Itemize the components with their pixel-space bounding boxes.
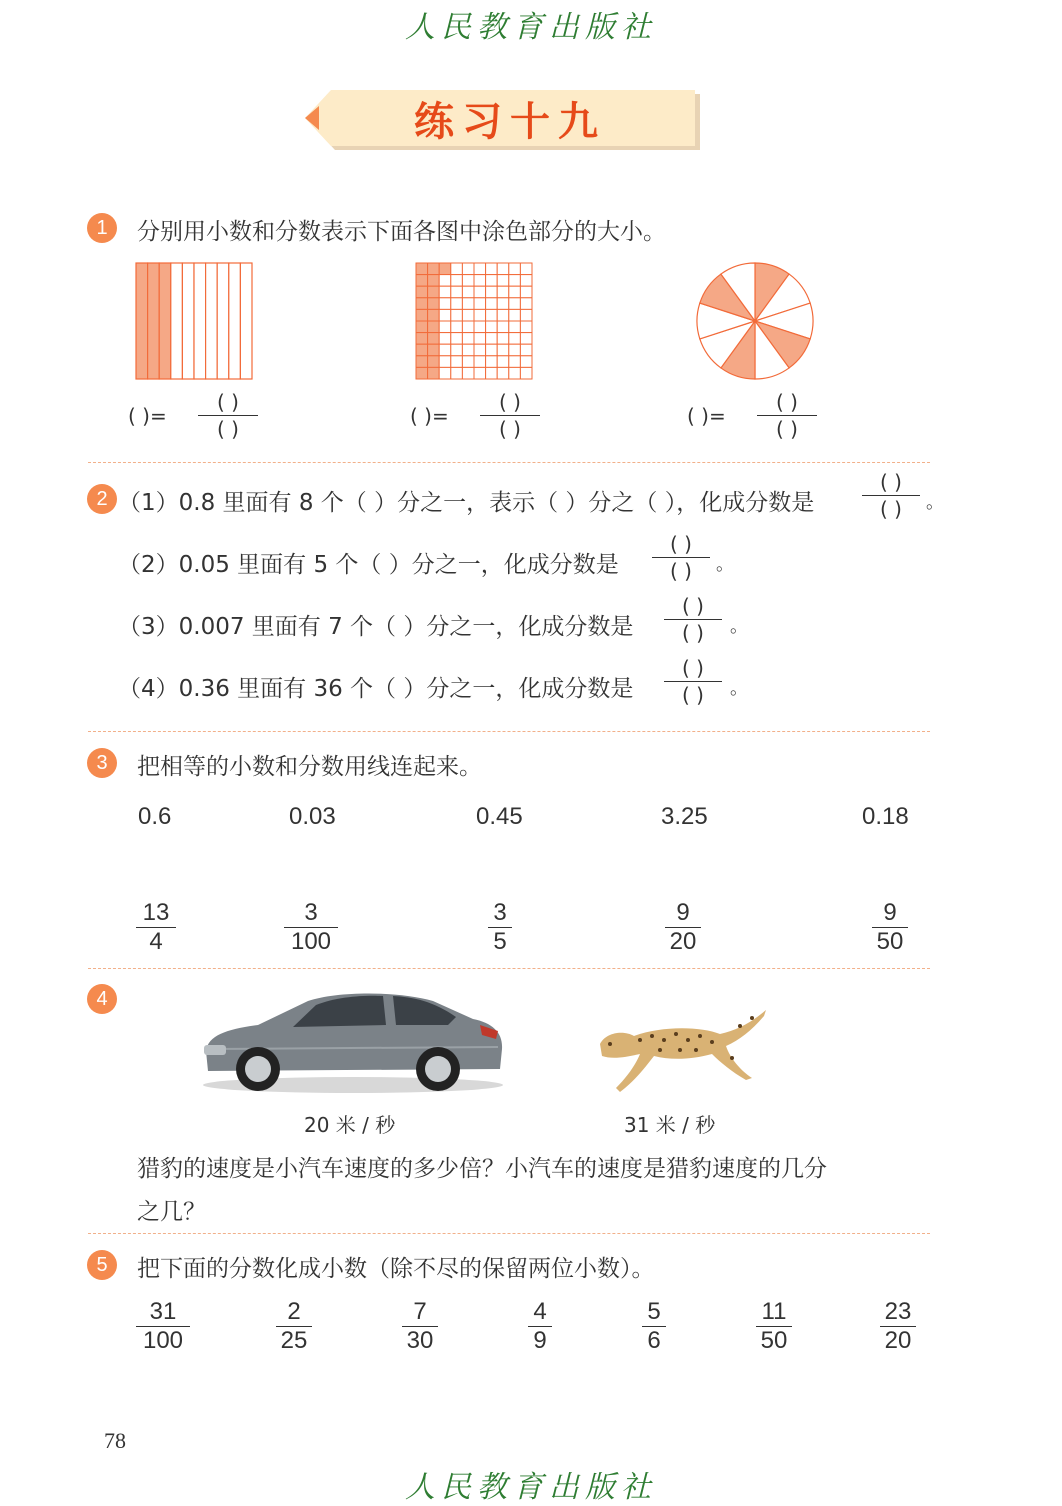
q3-decimal: 0.45 bbox=[476, 803, 523, 830]
q2-item-3-fraction: ( ) ( ) bbox=[664, 593, 722, 646]
shaded-cell bbox=[416, 298, 428, 310]
q5-fraction: 2 25 bbox=[276, 1298, 312, 1355]
strip bbox=[217, 263, 229, 379]
shaded-cell bbox=[428, 333, 440, 345]
cell bbox=[486, 286, 498, 298]
cell bbox=[439, 333, 451, 345]
cell bbox=[520, 275, 532, 287]
divider bbox=[88, 968, 930, 969]
cell bbox=[486, 263, 498, 275]
cell bbox=[497, 298, 509, 310]
q3-decimal: 3.25 bbox=[661, 803, 708, 830]
cell bbox=[451, 333, 463, 345]
q2-item-1-fraction: ( ) ( ) bbox=[862, 469, 920, 522]
q4-question-line-2: 之几？ bbox=[137, 1199, 206, 1225]
cell bbox=[497, 263, 509, 275]
q2-item-4: （4）0.36 里面有 36 个（ ）分之一，化成分数是 bbox=[118, 676, 634, 702]
cell bbox=[486, 298, 498, 310]
shaded-cell bbox=[428, 275, 440, 287]
q3-decimal: 0.6 bbox=[138, 803, 172, 830]
cell bbox=[462, 333, 474, 345]
cell bbox=[439, 298, 451, 310]
divider bbox=[88, 1233, 930, 1234]
cell bbox=[451, 263, 463, 275]
shaded-cell bbox=[416, 321, 428, 333]
shaded-cell bbox=[416, 356, 428, 368]
question-number-1: 1 bbox=[87, 213, 117, 243]
q3-fraction: 13 4 bbox=[136, 899, 176, 956]
strip bbox=[194, 263, 206, 379]
car-speed-label: 20 米 / 秒 bbox=[304, 1113, 396, 1137]
cell bbox=[497, 286, 509, 298]
cell bbox=[509, 298, 521, 310]
q1-answer-1-fraction: ( ) ( ) bbox=[198, 389, 258, 442]
shaded-cell bbox=[428, 367, 440, 379]
cell bbox=[497, 321, 509, 333]
q1-figure-grid bbox=[414, 261, 536, 381]
cell bbox=[462, 367, 474, 379]
q3-fraction: 9 50 bbox=[872, 899, 908, 956]
cell bbox=[509, 321, 521, 333]
cell bbox=[520, 356, 532, 368]
q2-item-3-end: 。 bbox=[730, 616, 748, 637]
q1-figure-circle bbox=[693, 259, 817, 383]
q5-fraction: 5 6 bbox=[642, 1298, 666, 1355]
cell bbox=[486, 309, 498, 321]
shaded-cell bbox=[428, 263, 440, 275]
cell bbox=[520, 298, 532, 310]
q2-item-2-end: 。 bbox=[716, 554, 734, 575]
cell bbox=[474, 367, 486, 379]
cell bbox=[451, 286, 463, 298]
divider bbox=[88, 462, 930, 463]
cell bbox=[486, 333, 498, 345]
cell bbox=[486, 321, 498, 333]
q5-fraction: 11 50 bbox=[756, 1298, 792, 1355]
cell bbox=[509, 333, 521, 345]
cell bbox=[509, 275, 521, 287]
cell bbox=[439, 367, 451, 379]
cell bbox=[462, 321, 474, 333]
shaded-cell bbox=[416, 309, 428, 321]
q1-answer-1-decimal: ( )= bbox=[128, 404, 167, 428]
q1-figure-strips bbox=[134, 261, 256, 381]
cell bbox=[509, 344, 521, 356]
cell bbox=[520, 344, 532, 356]
cell bbox=[451, 344, 463, 356]
publisher-logo-top: 人民教育出版社 bbox=[405, 10, 657, 45]
cell bbox=[439, 344, 451, 356]
cell bbox=[451, 321, 463, 333]
shaded-cell bbox=[416, 286, 428, 298]
q3-decimal: 0.18 bbox=[862, 803, 909, 830]
cell bbox=[451, 275, 463, 287]
cell bbox=[497, 333, 509, 345]
cell bbox=[486, 275, 498, 287]
cell bbox=[509, 286, 521, 298]
q5-fraction: 31 100 bbox=[136, 1298, 190, 1355]
cell bbox=[462, 298, 474, 310]
cell bbox=[497, 356, 509, 368]
cell bbox=[462, 275, 474, 287]
q4-question-line-1: 猎豹的速度是小汽车速度的多少倍？小汽车的速度是猎豹速度的几分 bbox=[137, 1156, 827, 1182]
shaded-cell bbox=[428, 298, 440, 310]
strip bbox=[229, 263, 241, 379]
shaded-cell bbox=[416, 344, 428, 356]
cell bbox=[486, 356, 498, 368]
cell bbox=[451, 367, 463, 379]
cell bbox=[520, 263, 532, 275]
page-number: 78 bbox=[104, 1428, 126, 1453]
cell bbox=[451, 309, 463, 321]
cell bbox=[509, 356, 521, 368]
q1-answer-3-fraction: ( ) ( ) bbox=[757, 389, 817, 442]
cell bbox=[474, 344, 486, 356]
cell bbox=[486, 344, 498, 356]
q2-item-4-end: 。 bbox=[730, 678, 748, 699]
cell bbox=[474, 298, 486, 310]
cell bbox=[520, 321, 532, 333]
strip bbox=[182, 263, 194, 379]
cell bbox=[497, 344, 509, 356]
cell bbox=[451, 356, 463, 368]
shaded-strip bbox=[159, 263, 171, 379]
divider bbox=[88, 731, 930, 732]
cell bbox=[439, 275, 451, 287]
strip bbox=[171, 263, 183, 379]
q2-item-1: （1）0.8 里面有 8 个（ ）分之一，表示（ ）分之（ ），化成分数是 bbox=[118, 490, 815, 516]
cell bbox=[520, 286, 532, 298]
cell bbox=[462, 286, 474, 298]
q2-item-3: （3）0.007 里面有 7 个（ ）分之一，化成分数是 bbox=[118, 614, 634, 640]
cell bbox=[520, 333, 532, 345]
cell bbox=[474, 321, 486, 333]
cell bbox=[474, 275, 486, 287]
cell bbox=[462, 344, 474, 356]
cell bbox=[462, 263, 474, 275]
q3-fraction: 3 100 bbox=[284, 899, 338, 956]
question-number-2: 2 bbox=[87, 484, 117, 514]
shaded-cell bbox=[416, 367, 428, 379]
cell bbox=[486, 367, 498, 379]
cell bbox=[439, 321, 451, 333]
cheetah-image bbox=[590, 1000, 770, 1096]
shaded-cell bbox=[428, 286, 440, 298]
cell bbox=[497, 275, 509, 287]
cell bbox=[509, 309, 521, 321]
shaded-strip bbox=[148, 263, 160, 379]
cell bbox=[509, 367, 521, 379]
q3-decimal: 0.03 bbox=[289, 803, 336, 830]
shaded-cell bbox=[439, 263, 451, 275]
shaded-cell bbox=[428, 309, 440, 321]
q3-prompt: 把相等的小数和分数用线连起来。 bbox=[137, 754, 482, 780]
shaded-strip bbox=[136, 263, 148, 379]
q1-answer-2-decimal: ( )= bbox=[410, 404, 449, 428]
cell bbox=[474, 286, 486, 298]
cell bbox=[474, 333, 486, 345]
car-image bbox=[198, 985, 508, 1095]
page-title: 练习十九 bbox=[414, 98, 606, 145]
q1-answer-3-decimal: ( )= bbox=[687, 404, 726, 428]
strip bbox=[206, 263, 218, 379]
q1-prompt: 分别用小数和分数表示下面各图中涂色部分的大小。 bbox=[137, 219, 666, 245]
cell bbox=[474, 356, 486, 368]
cell bbox=[474, 263, 486, 275]
shaded-cell bbox=[428, 344, 440, 356]
cell bbox=[474, 309, 486, 321]
cell bbox=[439, 356, 451, 368]
cheetah-speed-label: 31 米 / 秒 bbox=[624, 1113, 716, 1137]
strip bbox=[240, 263, 252, 379]
question-number-3: 3 bbox=[87, 748, 117, 778]
question-number-5: 5 bbox=[87, 1250, 117, 1280]
question-number-4: 4 bbox=[87, 984, 117, 1014]
shaded-cell bbox=[428, 321, 440, 333]
cell bbox=[439, 286, 451, 298]
cell bbox=[497, 309, 509, 321]
q2-item-2: （2）0.05 里面有 5 个（ ）分之一，化成分数是 bbox=[118, 552, 619, 578]
q1-answer-2-fraction: ( ) ( ) bbox=[480, 389, 540, 442]
shaded-cell bbox=[416, 263, 428, 275]
q3-fraction: 9 20 bbox=[665, 899, 701, 956]
q5-prompt: 把下面的分数化成小数（除不尽的保留两位小数）。 bbox=[137, 1256, 655, 1282]
q2-item-4-fraction: ( ) ( ) bbox=[664, 655, 722, 708]
cell bbox=[509, 263, 521, 275]
q5-fraction: 23 20 bbox=[880, 1298, 916, 1355]
shaded-cell bbox=[416, 275, 428, 287]
cell bbox=[520, 309, 532, 321]
q5-fraction: 7 30 bbox=[402, 1298, 438, 1355]
shaded-cell bbox=[428, 356, 440, 368]
q3-fraction: 3 5 bbox=[488, 899, 512, 956]
q5-fraction: 4 9 bbox=[528, 1298, 552, 1355]
q2-item-2-fraction: ( ) ( ) bbox=[652, 531, 710, 584]
cell bbox=[497, 367, 509, 379]
q2-item-1-end: 。 bbox=[926, 492, 944, 513]
publisher-logo-bottom: 人民教育出版社 bbox=[405, 1470, 657, 1505]
cell bbox=[451, 298, 463, 310]
cell bbox=[462, 356, 474, 368]
cell bbox=[439, 309, 451, 321]
cell bbox=[462, 309, 474, 321]
shaded-cell bbox=[416, 333, 428, 345]
cell bbox=[520, 367, 532, 379]
